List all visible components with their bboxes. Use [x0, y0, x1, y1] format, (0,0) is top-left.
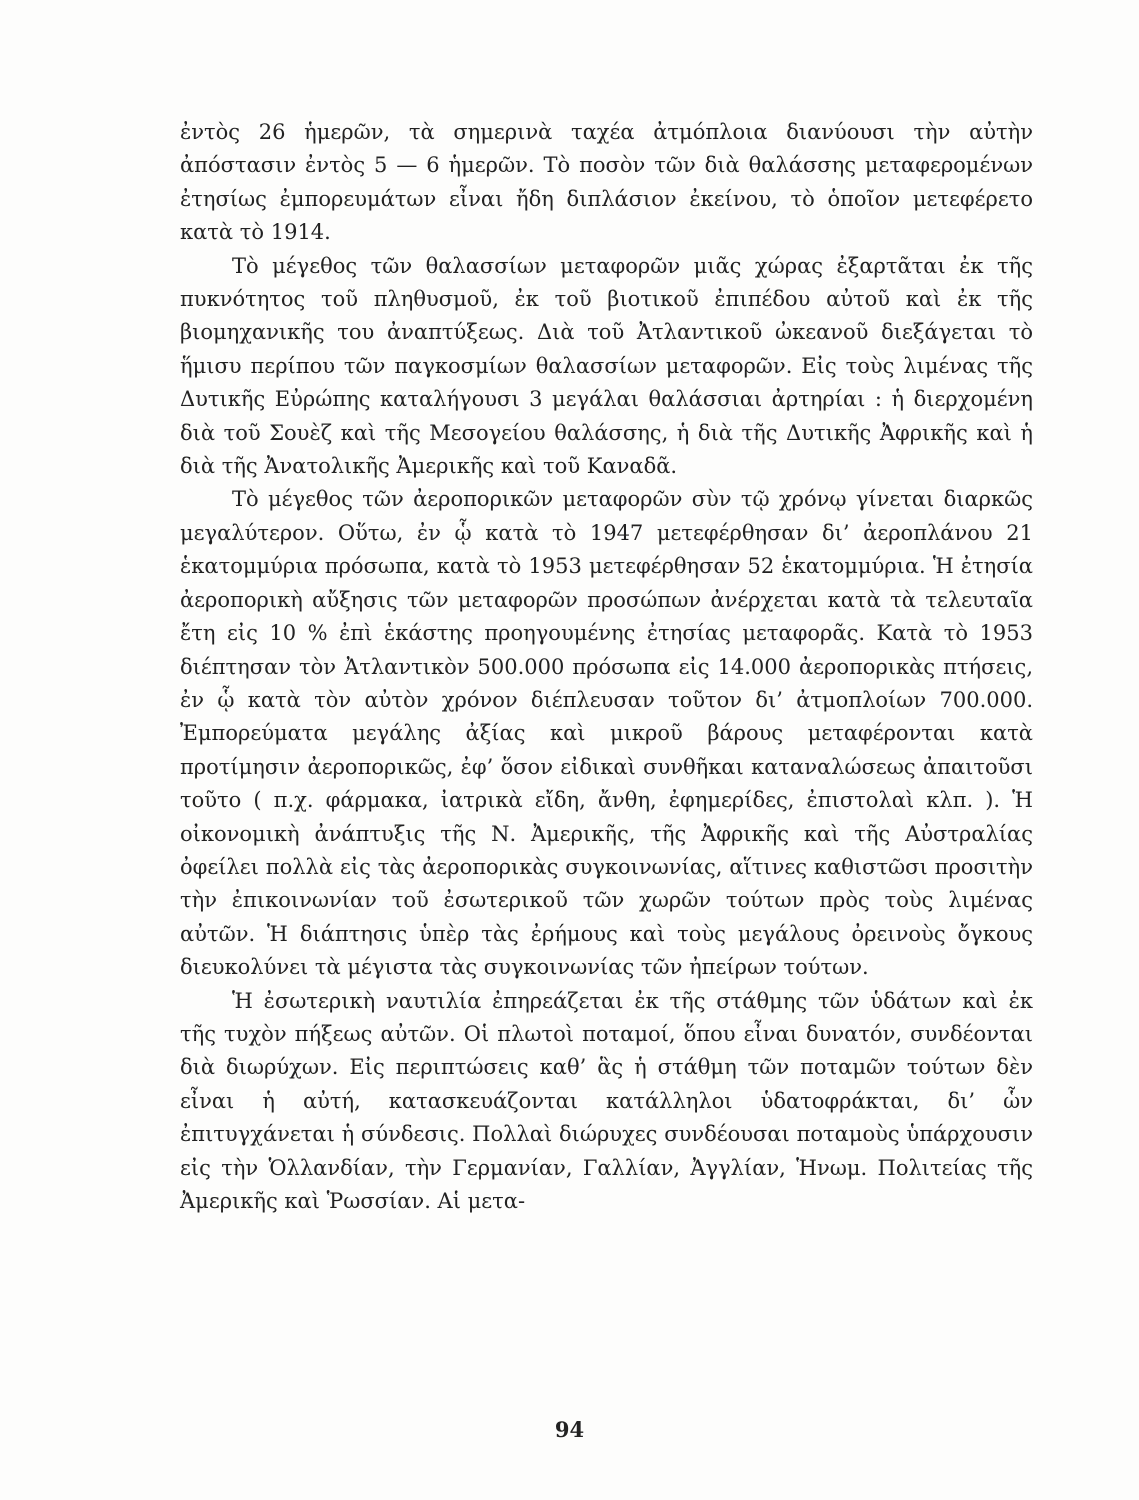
- page-number: 94: [554, 1417, 585, 1442]
- paragraph-air-transport: Τὸ μέγεθος τῶν ἀεροπορικῶν μεταφορῶν σὺν τῷ χρόνῳ γίνεται διαρκῶς μεγαλύτερον. Οὕτω, ἐν ᾧ κατὰ τὸ 1947 μετεφέρθησαν δι’ ἀεροπλάνου 21 ἑκατομμύρια πρόσωπα, κατὰ τὸ 1953 μετεφέρθησαν 52 ἑκατομμύρια. Ἡ ἐτησία ἀεροπορικὴ αὔξησις τῶν μεταφορῶν προσώπων ἀνέρχεται κατὰ τὰ τελευταῖα ἔτη εἰς 10 % ἐπὶ ἑκάστης προηγουμένης ἐτησίας μεταφορᾶς. Κατὰ τὸ 1953 διέπτησαν τὸν Ἀτλαντικὸν 500.000 πρόσωπα εἰς 14.000 ἀεροπορικὰς πτήσεις, ἐν ᾧ κατὰ τὸν αὐτὸν χρόνον διέπλευσαν τοῦτον δι’ ἀτμοπλοίων 700.000. Ἐμπορεύματα μεγάλης ἀξίας καὶ μικροῦ βάρους μεταφέρονται κατὰ προτίμησιν ἀεροπορικῶς, ἐφ’ ὅσον εἰδικαὶ συνθῆκαι καταναλώσεως ἀπαιτοῦσι τοῦτο ( π.χ. φάρμακα, ἰατρικὰ εἴδη, ἄνθη, ἐφημερίδες, ἐπιστολαὶ κλπ. ). Ἡ οἰκονομικὴ ἀνάπτυξις τῆς Ν. Ἀμερικῆς, τῆς Ἀφρικῆς καὶ τῆς Αὐστραλίας ὀφείλει πολλὰ εἰς τὰς ἀεροπορικὰς συγκοινωνίας, αἵτινες καθιστῶσι προσιτὴν τὴν ἐπικοινωνίαν τοῦ ἐσωτερικοῦ τῶν χωρῶν τούτων πρὸς τοὺς λιμένας αὐτῶν. Ἡ διάπτησις ὑπὲρ τὰς ἐρήμους καὶ τοὺς μεγάλους ὀρεινοὺς ὄγκους διευκολύνει τὰ μέγιστα τὰς συγκοινωνίας τῶν ἠπείρων τούτων.: [180, 487, 1033, 980]
- paragraph-continuation: ἐντὸς 26 ἡμερῶν, τὰ σημερινὰ ταχέα ἀτμόπλοια διανύουσι τὴν αὐτὴν ἀπόστασιν ἐντὸς 5 — 6 ἡμερῶν. Τὸ ποσὸν τῶν διὰ θαλάσσης μεταφερομένων ἐτησίως ἐμπορευμάτων εἶναι ἤδη διπλάσιον ἐκείνου, τὸ ὁποῖον μετεφέρετο κατὰ τὸ 1914.: [180, 120, 1033, 245]
- paragraph-sea-transport: Τὸ μέγεθος τῶν θαλασσίων μεταφορῶν μιᾶς χώρας ἐξαρτᾶται ἐκ τῆς πυκνότητος τοῦ πληθυσμοῦ, ἐκ τοῦ βιοτικοῦ ἐπιπέδου αὐτοῦ καὶ ἐκ τῆς βιομηχανικῆς του ἀναπτύξεως. Διὰ τοῦ Ἀτλαντικοῦ ὠκεανοῦ διεξάγεται τὸ ἥμισυ περίπου τῶν παγκοσμίων θαλασσίων μεταφορῶν. Εἰς τοὺς λιμένας τῆς Δυτικῆς Εὐρώπης καταλήγουσι 3 μεγάλαι θαλάσσιαι ἀρτηρίαι : ἡ διερχομένη διὰ τοῦ Σουὲζ καὶ τῆς Μεσογείου θαλάσσης, ἡ διὰ τῆς Δυτικῆς Ἀφρικῆς καὶ ἡ διὰ τῆς Ἀνατολικῆς Ἀμερικῆς καὶ τοῦ Καναδᾶ.: [180, 253, 1033, 479]
- body-text: [180, 116, 1033, 1218]
- paragraph-inland-navigation: Ἡ ἐσωτερικὴ ναυτιλία ἐπηρεάζεται ἐκ τῆς στάθμης τῶν ὑδάτων καὶ ἐκ τῆς τυχὸν πήξεως αὐτῶν. Οἱ πλωτοὶ ποταμοί, ὅπου εἶναι δυνατόν, συνδέονται διὰ διωρύχων. Εἰς περιπτώσεις καθ’ ἃς ἡ στάθμη τῶν ποταμῶν τούτων δὲν εἶναι ἡ αὐτή, κατασκευάζονται κατάλληλοι ὑδατοφράκται, δι’ ὧν ἐπιτυγχάνεται ἡ σύνδεσις. Πολλαὶ διώρυχες συνδέουσαι ποταμοὺς ὑπάρχουσιν εἰς τὴν Ὁλλανδίαν, τὴν Γερμανίαν, Γαλλίαν, Ἀγγλίαν, Ἡνωμ. Πολιτείας τῆς Ἀμερικῆς καὶ Ῥωσσίαν. Αἱ μετα-: [180, 988, 1033, 1213]
